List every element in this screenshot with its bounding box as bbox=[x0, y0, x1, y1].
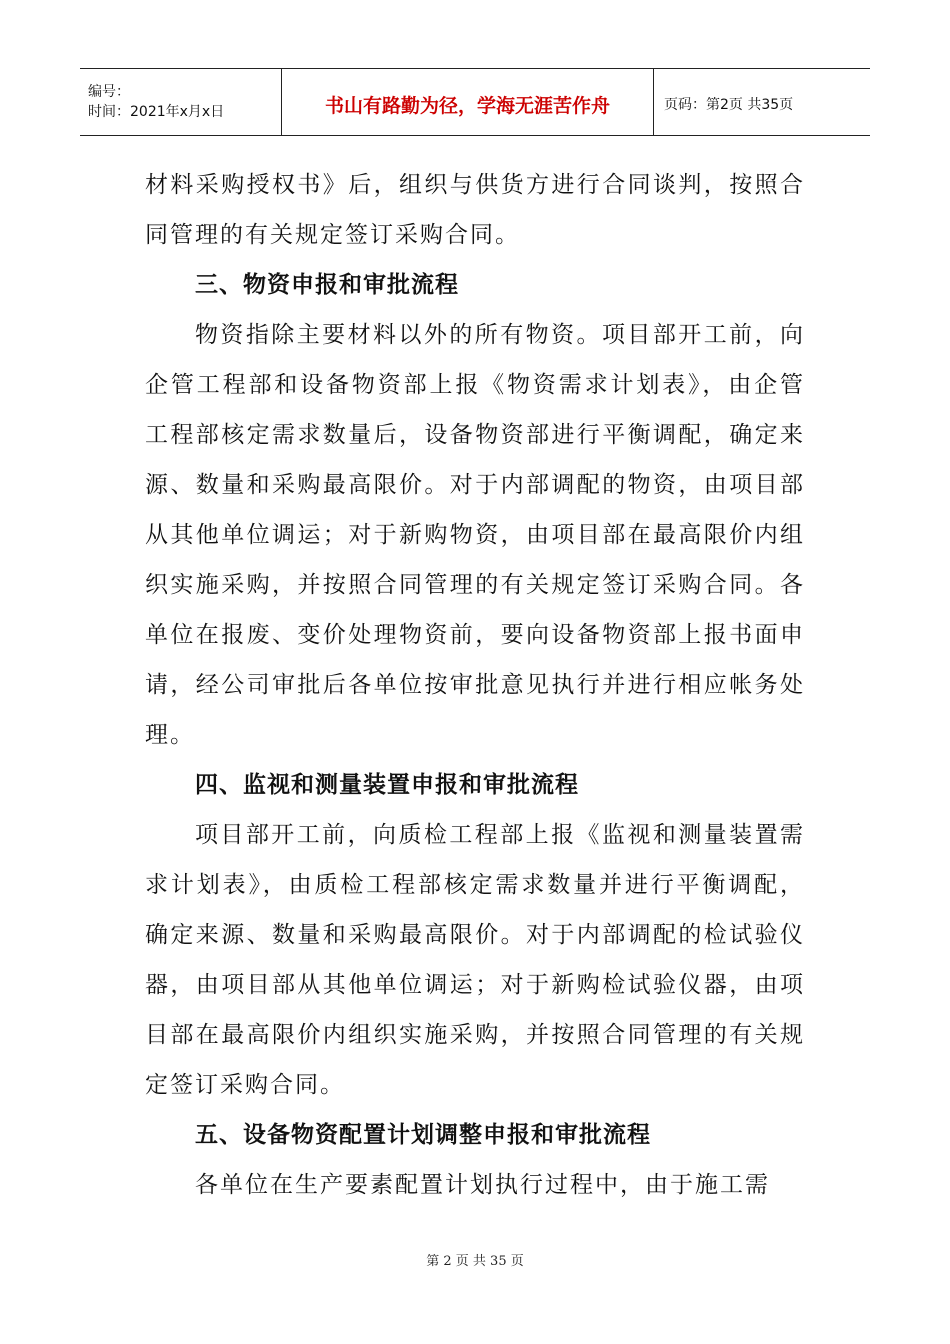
document-number-label: 编号： bbox=[88, 84, 130, 100]
page-footer: 第 2 页 共 35 页 bbox=[426, 1254, 524, 1269]
header-page-info: 页码：第2页 共35页 bbox=[664, 97, 794, 113]
paragraph-2: 物资指除主要材料以外的所有物资。项目部开工前，向企管工程部和设备物资部上报《物资需求计划表》，由企管工程部核定需求数量后，设备物资部进行平衡调配，确定来源、数量和采购最高限价。对于内部调配的物资，由项目部从其他单位调运；对于新购物资，由项目部在最高限价内组织实施采购，并按照合同管理的有关规定签订采购合同。各单位在报废、变价处理物资前，要向设备物资部上报书面申请，经公司审批后各单位按审批意见执行并进行相应帐务处理。 bbox=[145, 322, 805, 748]
section-heading-3: 三、物资申报和审批流程 bbox=[195, 272, 459, 298]
document-time-label: 时间：2021年x月x日 bbox=[88, 104, 225, 120]
header-meta bbox=[80, 69, 282, 135]
section-heading-4: 四、监视和测量装置申报和审批流程 bbox=[195, 772, 579, 798]
paragraph-4: 各单位在生产要素配置计划执行过程中，由于施工需 bbox=[195, 1172, 770, 1198]
section-heading-5: 五、设备物资配置计划调整申报和审批流程 bbox=[195, 1122, 651, 1148]
page-header bbox=[80, 68, 870, 136]
header-motto: 书山有路勤为径，学海无涯苦作舟 bbox=[282, 69, 654, 135]
paragraph-1: 材料采购授权书》后，组织与供货方进行合同谈判，按照合同管理的有关规定签订采购合同。 bbox=[145, 172, 805, 248]
document-body bbox=[145, 160, 805, 1210]
paragraph-3: 项目部开工前，向质检工程部上报《监视和测量装置需求计划表》，由质检工程部核定需求数量并进行平衡调配，确定来源、数量和采购最高限价。对于内部调配的检试验仪器，由项目部从其他单位调运；对于新购检试验仪器，由项目部在最高限价内组织实施采购，并按照合同管理的有关规定签订采购合同。 bbox=[145, 822, 805, 1098]
